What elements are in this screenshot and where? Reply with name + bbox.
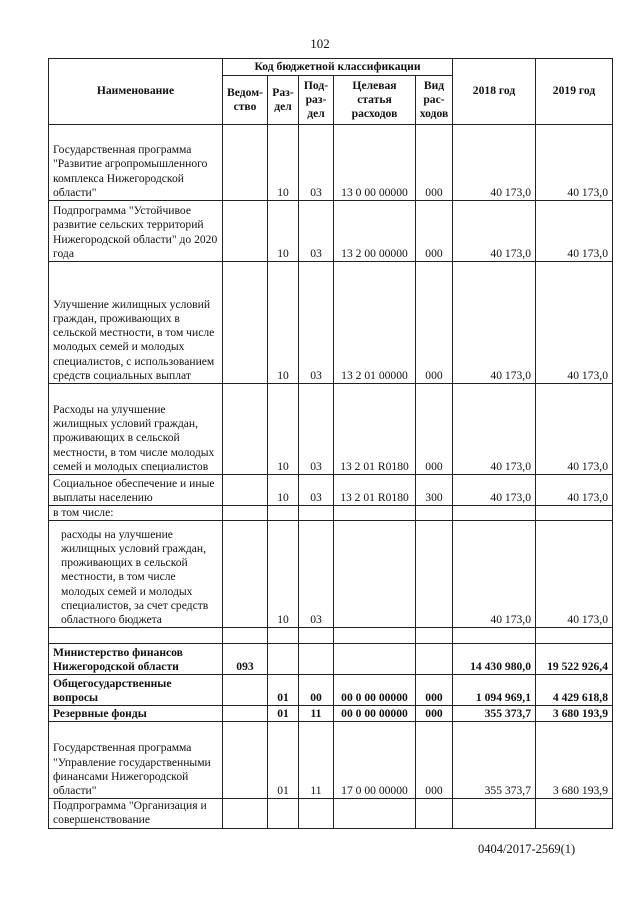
cell-dept <box>223 262 268 384</box>
cell-y2018: 40 173,0 <box>453 262 536 384</box>
cell-y2018 <box>453 506 536 521</box>
cell-type: 000 <box>416 262 453 384</box>
cell-name: Министерство финансов Нижегородской области <box>49 644 223 675</box>
cell-type: 000 <box>416 201 453 262</box>
cell-target <box>334 628 416 644</box>
header-expense-type: Вид рас-ходов <box>416 76 453 125</box>
cell-target <box>334 644 416 675</box>
cell-y2019 <box>536 506 613 521</box>
cell-section: 10 <box>268 125 299 201</box>
cell-y2018: 40 173,0 <box>453 384 536 475</box>
cell-section <box>268 799 299 829</box>
cell-target: 17 0 00 00000 <box>334 722 416 799</box>
cell-target: 00 0 00 00000 <box>334 706 416 722</box>
cell-y2018: 355 373,7 <box>453 706 536 722</box>
header-classification: Код бюджетной классификации <box>223 59 453 76</box>
cell-name: Расходы на улучшение жилищных условий граждан, проживающих в сельской местности, в том числе молодых семей и молодых специалистов <box>49 384 223 475</box>
cell-name: Общегосударственные вопросы <box>49 675 223 706</box>
cell-y2018 <box>453 799 536 829</box>
cell-dept <box>223 475 268 506</box>
cell-subsection: 03 <box>299 521 334 628</box>
cell-type <box>416 628 453 644</box>
cell-section: 01 <box>268 722 299 799</box>
cell-dept <box>223 628 268 644</box>
document-code: 0404/2017-2569(1) <box>478 842 576 856</box>
table-row <box>49 675 613 706</box>
cell-type <box>416 521 453 628</box>
budget-table <box>48 58 613 829</box>
cell-y2019: 3 680 193,9 <box>536 706 613 722</box>
cell-name: Улучшение жилищных условий граждан, проживающих в сельской местности, в том числе молодых семей и молодых специалистов, с использованием средств социальных выплат <box>49 262 223 384</box>
cell-section: 01 <box>268 706 299 722</box>
cell-target <box>334 506 416 521</box>
page-number: 102 <box>310 36 330 51</box>
table-row <box>49 475 613 506</box>
cell-y2018: 14 430 980,0 <box>453 644 536 675</box>
cell-type <box>416 799 453 829</box>
cell-dept <box>223 799 268 829</box>
cell-name: Подпрограмма "Организация и совершенствование <box>49 799 223 829</box>
cell-y2019: 40 173,0 <box>536 384 613 475</box>
cell-y2019: 40 173,0 <box>536 201 613 262</box>
cell-y2019: 40 173,0 <box>536 521 613 628</box>
cell-y2019: 3 680 193,9 <box>536 722 613 799</box>
cell-name: расходы на улучшение жилищных условий граждан, проживающих в сельской местности, в том числе молодых семей и молодых специалистов, за счет средств областного бюджета <box>49 521 223 628</box>
cell-name: Социальное обеспечение и иные выплаты населению <box>49 475 223 506</box>
cell-name: Резервные фонды <box>49 706 223 722</box>
cell-target <box>334 799 416 829</box>
table-row <box>49 799 613 829</box>
cell-section <box>268 506 299 521</box>
cell-section <box>268 644 299 675</box>
cell-target: 00 0 00 00000 <box>334 675 416 706</box>
cell-subsection <box>299 644 334 675</box>
table-row <box>49 628 613 644</box>
cell-subsection: 03 <box>299 201 334 262</box>
cell-y2018: 1 094 969,1 <box>453 675 536 706</box>
cell-type <box>416 644 453 675</box>
cell-type: 300 <box>416 475 453 506</box>
cell-name: Подпрограмма "Устойчивое развитие сельских территорий Нижегородской области" до 2020 года <box>49 201 223 262</box>
header-2019: 2019 год <box>536 59 613 125</box>
cell-type: 000 <box>416 706 453 722</box>
header-subsection: Под-раз-дел <box>299 76 334 125</box>
cell-y2018: 40 173,0 <box>453 475 536 506</box>
table-row <box>49 262 613 384</box>
header-2018: 2018 год <box>453 59 536 125</box>
cell-subsection: 03 <box>299 262 334 384</box>
cell-y2019: 40 173,0 <box>536 125 613 201</box>
cell-section: 10 <box>268 521 299 628</box>
table-row <box>49 722 613 799</box>
cell-dept <box>223 722 268 799</box>
cell-target <box>334 521 416 628</box>
header-target: Целевая статья расходов <box>334 76 416 125</box>
cell-name: Государственная программа "Управление государственными финансами Нижегородской области" <box>49 722 223 799</box>
cell-target: 13 2 01 00000 <box>334 262 416 384</box>
cell-y2019: 40 173,0 <box>536 475 613 506</box>
table-row <box>49 706 613 722</box>
table-row <box>49 506 613 521</box>
cell-dept <box>223 706 268 722</box>
cell-dept <box>223 125 268 201</box>
cell-y2019: 40 173,0 <box>536 262 613 384</box>
cell-subsection: 11 <box>299 722 334 799</box>
cell-subsection <box>299 628 334 644</box>
cell-subsection <box>299 799 334 829</box>
cell-dept <box>223 521 268 628</box>
cell-type: 000 <box>416 722 453 799</box>
cell-y2018: 355 373,7 <box>453 722 536 799</box>
table-row <box>49 384 613 475</box>
cell-subsection: 03 <box>299 384 334 475</box>
cell-dept <box>223 506 268 521</box>
cell-y2019 <box>536 799 613 829</box>
cell-section <box>268 628 299 644</box>
cell-subsection: 00 <box>299 675 334 706</box>
cell-type: 000 <box>416 675 453 706</box>
cell-y2019: 4 429 618,8 <box>536 675 613 706</box>
cell-dept <box>223 384 268 475</box>
cell-section: 10 <box>268 201 299 262</box>
cell-y2019: 19 522 926,4 <box>536 644 613 675</box>
cell-target: 13 2 01 R0180 <box>334 384 416 475</box>
table-row <box>49 644 613 675</box>
cell-name: в том числе: <box>49 506 223 521</box>
cell-section: 10 <box>268 475 299 506</box>
cell-y2018: 40 173,0 <box>453 125 536 201</box>
cell-y2019 <box>536 628 613 644</box>
cell-subsection: 11 <box>299 706 334 722</box>
header-section: Раз-дел <box>268 76 299 125</box>
cell-name: Государственная программа "Развитие агропромышленного комплекса Нижегородской области" <box>49 125 223 201</box>
cell-section: 10 <box>268 384 299 475</box>
cell-type <box>416 506 453 521</box>
table-row <box>49 201 613 262</box>
cell-section: 01 <box>268 675 299 706</box>
cell-y2018 <box>453 628 536 644</box>
cell-target: 13 2 00 00000 <box>334 201 416 262</box>
cell-dept <box>223 675 268 706</box>
cell-type: 000 <box>416 125 453 201</box>
cell-dept: 093 <box>223 644 268 675</box>
cell-y2018: 40 173,0 <box>453 521 536 628</box>
cell-subsection: 03 <box>299 125 334 201</box>
cell-subsection: 03 <box>299 475 334 506</box>
header-dept: Ведом-ство <box>223 76 268 125</box>
cell-name <box>49 628 223 644</box>
cell-target: 13 0 00 00000 <box>334 125 416 201</box>
cell-section: 10 <box>268 262 299 384</box>
cell-y2018: 40 173,0 <box>453 201 536 262</box>
table-row <box>49 125 613 201</box>
cell-target: 13 2 01 R0180 <box>334 475 416 506</box>
cell-type: 000 <box>416 384 453 475</box>
table-row <box>49 521 613 628</box>
cell-dept <box>223 201 268 262</box>
header-name: Наименование <box>49 59 223 125</box>
cell-subsection <box>299 506 334 521</box>
